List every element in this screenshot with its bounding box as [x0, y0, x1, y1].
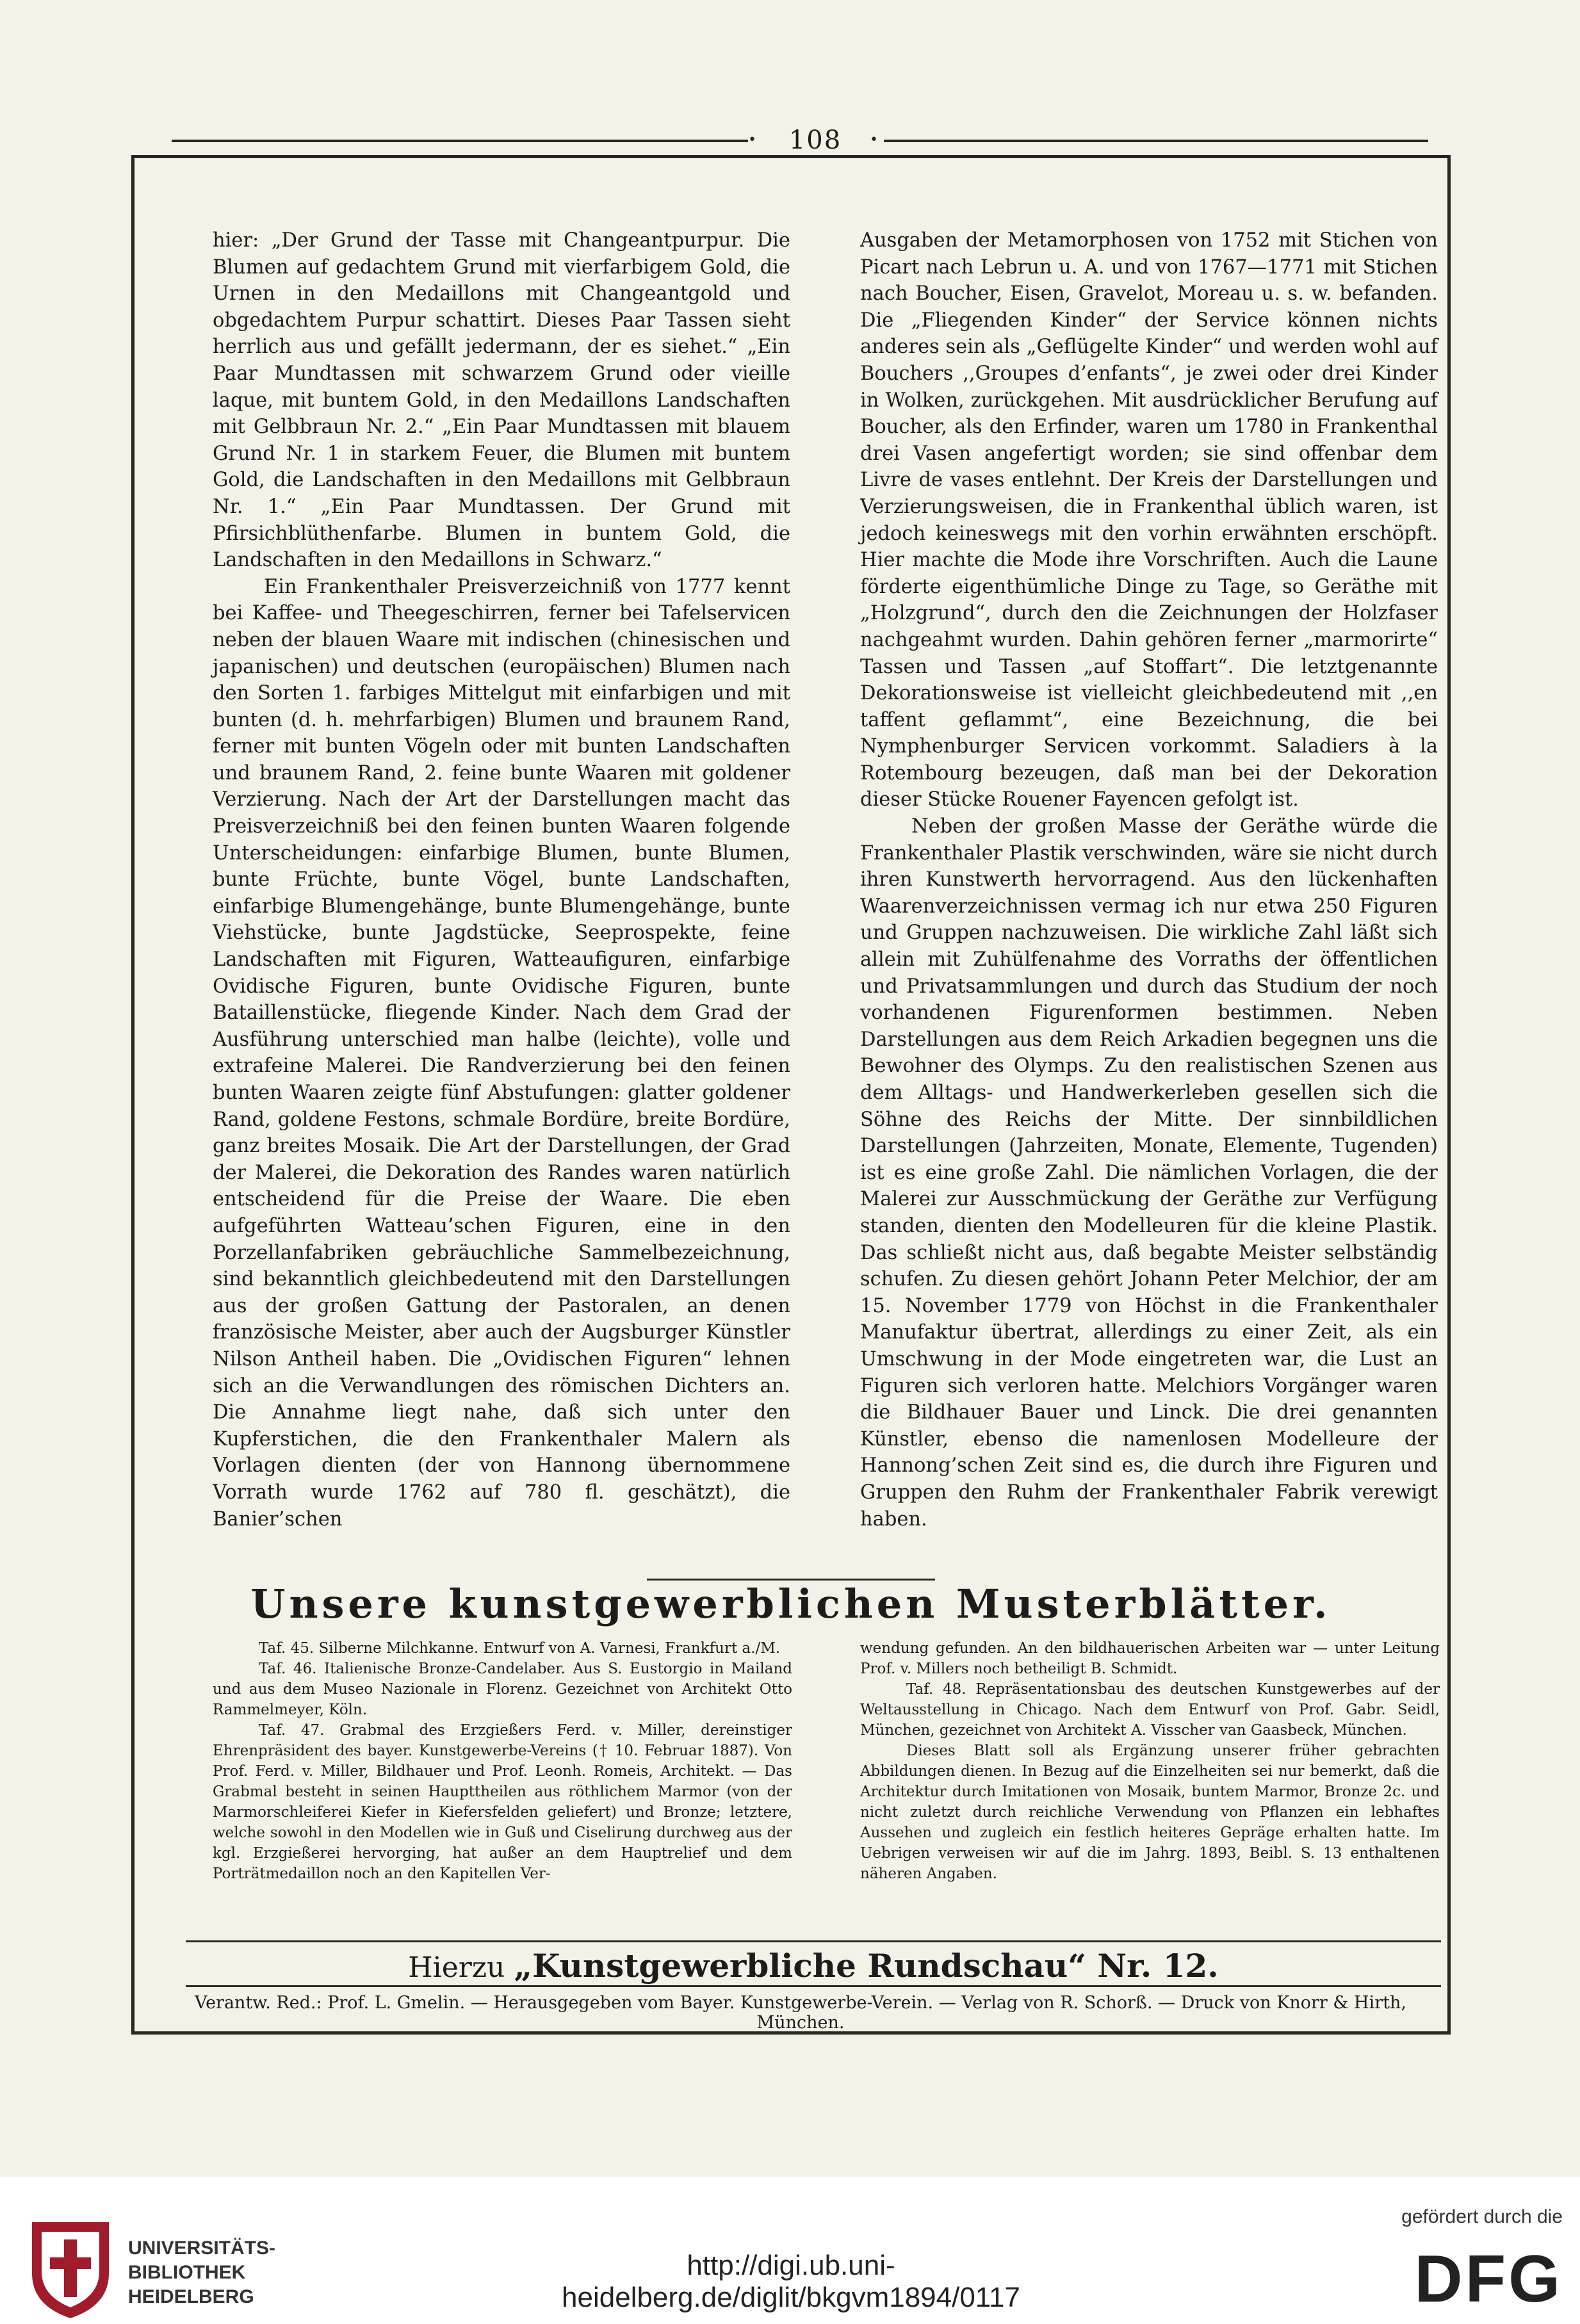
section-title: Unsere kunstgewerblichen Musterblätter.	[250, 1580, 1332, 1627]
plate-entry: Dieses Blatt soll als Ergänzung unserer früher gebrachten Abbildungen dienen. In Bezug auf die Einzelheiten sei nur bemerkt, daß die Architektur durch Imitationen von Mosaik, buntem Marmor, Bronze 2c. und nicht zuletzt durch reichliche Verwendung von Pflanzen ein lebhaftes Aussehen und zugleich ein festlich heiteres Gepräge erhalten hatte. Im Uebrigen verweisen wir auf die im Jahrg. 1893, Beibl. S. 13 enthaltenen näheren Angaben.	[860, 1743, 1440, 1882]
source-url-link[interactable]: http://digi.ub.uni-heidelberg.de/diglit/bkgvm1894/0117	[562, 2250, 1020, 2313]
plate-entry: wendung gefunden. An den bildhauerischen Arbeiten war — unter Leitung Prof. v. Millers noch betheiligt B. Schmidt.	[860, 1640, 1440, 1677]
paragraph: Ausgaben der Metamorphosen von 1752 mit Stichen von Picart nach Lebrun u. A. und von 1767—1771 mit Stichen nach Boucher, Eisen, Gravelot, Moreau u. s. w. befanden. Die „Fliegenden Kinder“ der Service können nichts anderes sein als „Geflügelte Kinder“ und werden wohl auf Bouchers ,,Groupes d’enfants“, je zwei oder drei Kinder in Wolken, zurückgehen. Mit ausdrücklicher Berufung auf Boucher, als den Erfinder, waren um 1780 in Frankenthal drei Vasen angefertigt worden; sie sind offenbar dem Livre de vases entlehnt. Der Kreis der Darstellungen und Verzierungsweisen, die in Frankenthal üblich waren, ist jedoch keineswegs mit den vorhin erwähnten erschöpft. Hier machte die Mode ihre Vorschriften. Auch die Laune förderte eigenthümliche Dinge zu Tage, so Geräthe mit „Holzgrund“, durch den die Zeichnungen der Holzfaser nachgeahmt wurden. Dahin gehören ferner „marmorirte“ Tassen und Tassen „auf Stoffart“. Die letztgenannte Dekorationsweise ist vielleicht gleichbedeutend mit ,,en taffent geflammt“, eine Bezeichnung, die bei Nymphenburger Servicen vorkommt. Saladiers à la Rotembourg bezeugen, daß man bei der Dekoration dieser Stücke Rouener Fayencen gefolgt ist.	[860, 229, 1438, 811]
supplement-rule-bottom	[186, 1985, 1441, 1987]
plate-entry: Taf. 45. Silberne Milchkanne. Entwurf von A. Varnesi, Frankfurt a./M.	[259, 1640, 781, 1657]
left-column	[213, 227, 790, 1532]
paragraph: Ein Frankenthaler Preisverzeichniß von 1777 kennt bei Kaffee- und Theegeschirren, ferner bei Tafelservicen neben der blauen Waare mit indischen (chinesischen und japanischen) und deutschen (europäischen) Blumen nach den Sorten 1. farbiges Mittelgut mit einfarbigen und mit bunten (d. h. mehrfarbigen) Blumen und braunem Rand, ferner mit bunten Vögeln oder mit bunten Landschaften und braunem Rand, 2. feine bunte Waaren mit goldener Verzierung. Nach der Art der Darstellungen macht das Preisverzeichniß bei den feinen bunten Waaren folgende Unterscheidungen: einfarbige Blumen, bunte Blumen, bunte Früchte, bunte Vögel, bunte Landschaften, einfarbige Blumengehänge, bunte Blumengehänge, bunte Viehstücke, bunte Jagdstücke, Seeprospekte, feine Landschaften mit Figuren, Watteaufiguren, einfarbige Ovidische Figuren, bunte Ovidische Figuren, bunte Bataillenstücke, fliegende Kinder. Nach dem Grad der Ausführung unterschied man halbe (leichte), volle und extrafeine Malerei. Die Randverzierung bei den feinen bunten Waaren zeigte fünf Abstufungen: glatter goldener Rand, goldene Festons, schmale Bordüre, breite Bordüre, ganz breites Mosaik. Die Art der Darstellungen, der Grad der Malerei, die Dekoration des Randes waren natürlich entscheidend für die Preise der Waare. Die eben aufgeführten Watteau’schen Figuren, eine in den Porzellanfabriken gebräuchliche Sammelbezeichnung, sind bekanntlich gleichbedeutend mit den Darstellungen aus der großen Gattung der Pastoralen, an denen französische Meister, aber auch der Augsburger Künstler Nilson Antheil haben. Die „Ovidischen Figuren“ lehnen sich an die Verwandlungen des römischen Dichters an. Die Annahme liegt nahe, daß sich unter den Kupferstichen, die den Frankenthaler Malern als Vorlagen dienten (der von Hannong übernommene Vorrath wurde 1762 auf 780 fl. geschätzt), die Banier’schen	[213, 575, 790, 1531]
paragraph: Neben der großen Masse der Geräthe würde die Frankenthaler Plastik verschwinden, wäre sie nicht durch ihren Kunstwerth hervorragend. Aus den lückenhaften Waarenverzeichnissen vermag ich nur etwa 250 Figuren und Gruppen nachzuweisen. Die wirkliche Zahl läßt sich allein mit Zuhülfenahme des Vorraths der öffentlichen und Privatsammlungen und durch das Studium der noch vorhandenen Figurenformen bestimmen. Neben Darstellungen aus dem Reich Arkadien begegnen uns die Bewohner des Olymps. Zu den realistischen Szenen aus dem Alltags- und Handwerkerleben gesellen sich die Söhne des Reichs der Mitte. Der sinnbildlichen Darstellungen (Jahrzeiten, Monate, Elemente, Tugenden) ist es eine große Zahl. Die nämlichen Vorlagen, die der Malerei zur Ausschmückung der Geräthe zur Verfügung standen, dienten den Modelleuren für die kleine Plastik. Das schließt nicht aus, daß begabte Meister selbständig schufen. Zu diesen gehört Johann Peter Melchior, der am 15. November 1779 von Höchst in die Frankenthaler Manufaktur übertrat, allerdings zu einer Zeit, als ein Umschwung in der Mode eingetreten war, die Lust an Figuren sich verloren hatte. Melchiors Vorgänger waren die Bildhauer Bauer und Linck. Die drei genannten Künstler, ebenso die namenlosen Modelleure der Hannong’schen Zeit sind es, die durch ihre Figuren und Gruppen den Ruhm der Frankenthaler Fabrik verewigt haben.	[860, 815, 1438, 1531]
plate-entry: Taf. 48. Repräsentationsbau des deutschen Kunstgewerbes auf der Weltausstellung in Chicago. Nach dem Entwurf von Prof. Gabr. Seidl, München, gezeichnet von Architekt A. Visscher van Gaasbeck, München.	[860, 1681, 1440, 1739]
plates-left-column	[213, 1638, 792, 1884]
header-ornament-right: •	[870, 132, 878, 148]
dfg-logo: DFG	[1414, 2242, 1563, 2316]
funded-by-label: gefördert durch die	[1401, 2206, 1563, 2227]
supplement-notice	[186, 1947, 1441, 1985]
right-column	[860, 227, 1438, 1532]
library-crest-icon	[19, 2213, 122, 2321]
header-rule-right	[884, 140, 1428, 142]
library-name	[128, 2236, 275, 2309]
plate-entry: Taf. 47. Grabmal des Erzgießers Ferd. v. Miller, dereinstiger Ehrenpräsident des bayer. Kunstgewerbe-Vereins († 10. Februar 1887). Von Prof. Ferd. v. Miller, Bildhauer und Prof. Leonh. Romeis, Architekt. — Das Grabmal besteht in seinen Haupttheilen aus röthlichem Marmor (von der Marmorschleiferei Kiefer in Kiefersfelden geliefert) und Bronze; letztere, welche sowohl in den Modellen wie in Guß und Ciselirung durchweg aus der kgl. Erzgießerei hervorging, hat außer an dem Hauptrelief und dem Porträtmedaillon noch an den Kapitellen Ver-	[213, 1722, 792, 1882]
supplement-rule-top	[186, 1940, 1441, 1942]
supplement-title: „Kunstgewerbliche Rundschau“ Nr. 12.	[514, 1947, 1219, 1985]
library-name-line: UNIVERSITÄTS-	[128, 2238, 276, 2259]
imprint: Verantw. Red.: Prof. L. Gmelin. — Herausgegeben vom Bayer. Kunstgewerbe-Verein. — Verlag von R. Schorß. — Druck von Knorr & Hirth, München.	[195, 1993, 1406, 2033]
library-name-line: BIBLIOTHEK	[128, 2262, 246, 2283]
header-rule-left	[172, 140, 748, 142]
plates-right-column	[860, 1638, 1440, 1884]
supplement-prefix: Hierzu	[408, 1951, 505, 1984]
header-ornament-left: •	[748, 132, 756, 148]
plate-entry: Taf. 46. Italienische Bronze-Candelaber. Aus S. Eustorgio in Mailand und aus dem Museo Nazionale in Florenz. Gezeichnet von Architekt Otto Rammelmeyer, Köln.	[213, 1661, 792, 1718]
paragraph: hier: „Der Grund der Tasse mit Changeantpurpur. Die Blumen auf gedachtem Grund mit vierfarbigem Gold, die Urnen in den Medaillons mit Changeantgold und obgedachtem Purpur schattirt. Dieses Paar Tassen sieht herrlich aus und gefällt jedermann, der es siehet.“ „Ein Paar Mundtassen mit schwarzem Grund oder vieille laque, mit buntem Gold, in den Medaillons Landschaften mit Gelbbraun Nr. 2.“ „Ein Paar Mundtassen mit blauem Grund Nr. 1 in starkem Feuer, die Blumen mit buntem Gold, die Landschaften in den Medaillons mit Gelbbraun Nr. 1.“ „Ein Paar Mundtassen. Der Grund mit Pfirsichblüthenfarbe. Blumen in buntem Gold, die Landschaften in den Medaillons in Schwarz.“	[213, 229, 790, 572]
library-name-line: HEIDELBERG	[128, 2286, 254, 2307]
page-number: 108	[788, 126, 842, 155]
